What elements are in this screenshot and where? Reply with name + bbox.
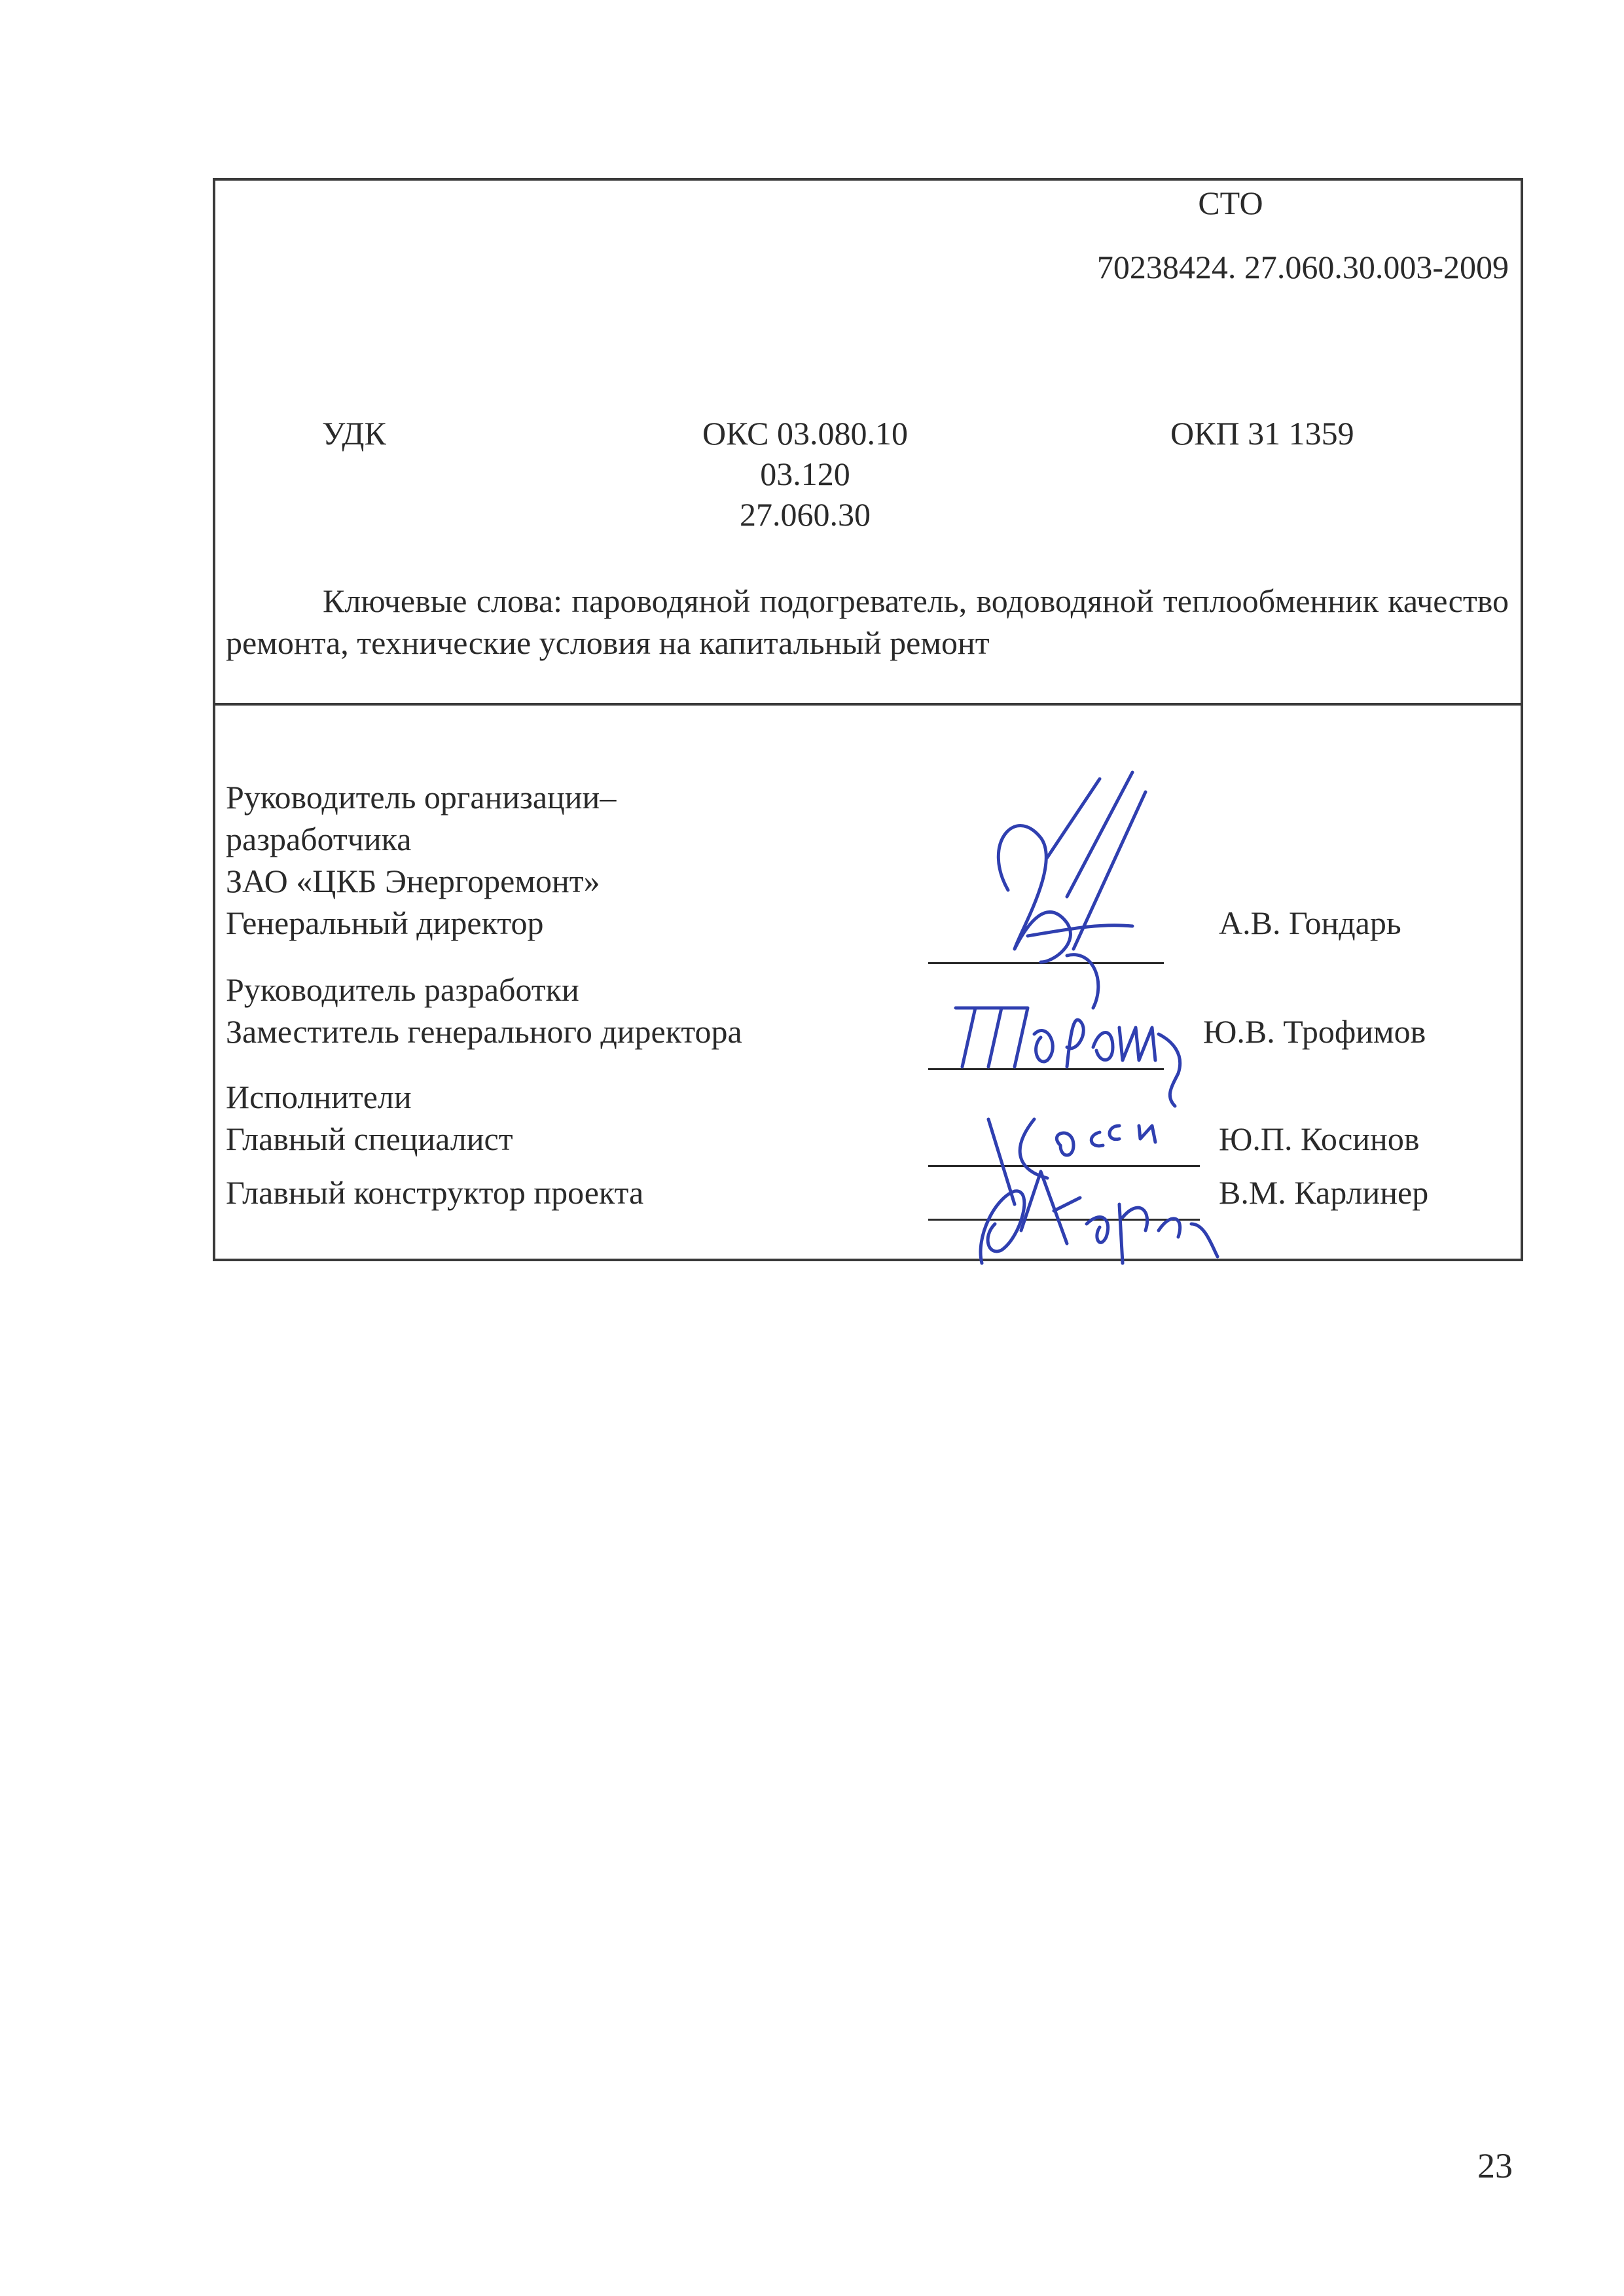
performers-label: Исполнители bbox=[226, 1079, 412, 1115]
performer-1-name: Ю.П. Косинов bbox=[1219, 1121, 1420, 1157]
performer-2-name: В.М. Карлинер bbox=[1219, 1174, 1429, 1211]
standard-number: 70238424. 27.060.30.003-2009 bbox=[1096, 249, 1509, 285]
standard-label: СТО bbox=[1198, 185, 1263, 221]
dev-head-line-1: Руководитель разработки bbox=[226, 971, 579, 1008]
okp-code: ОКП 31 1359 bbox=[1170, 415, 1354, 452]
keywords-text: Ключевые слова: пароводяной подогреватель, водоводяной теплообменник качество ремонта, технические условия на капитальный ремонт bbox=[226, 583, 1509, 661]
org-head-line-2: разработчика bbox=[226, 821, 412, 857]
performer-1-role: Главный специалист bbox=[226, 1121, 513, 1157]
org-head-line-4: Генеральный директор bbox=[226, 905, 544, 941]
oks-code-2: 03.120 bbox=[760, 456, 850, 492]
oks-code-3: 27.060.30 bbox=[740, 496, 871, 533]
org-head-line-1: Руководитель организации– bbox=[226, 779, 617, 816]
org-head-name: А.В. Гондарь bbox=[1219, 905, 1401, 941]
signature-gondar bbox=[969, 766, 1165, 1014]
oks-code-1: ОКС 03.080.10 bbox=[702, 415, 909, 452]
dev-head-line-2: Заместитель генерального директора bbox=[226, 1013, 742, 1050]
page-number: 23 bbox=[1477, 2146, 1513, 2185]
udk-label: УДК bbox=[322, 415, 386, 452]
performer-2-role: Главный конструктор проекта bbox=[226, 1174, 644, 1211]
signature-karliner bbox=[956, 1158, 1231, 1270]
form-divider bbox=[213, 703, 1523, 706]
keywords-paragraph bbox=[226, 580, 1509, 664]
org-head-line-3: ЗАО «ЦКБ Энергоремонт» bbox=[226, 863, 600, 899]
dev-head-name: Ю.В. Трофимов bbox=[1203, 1013, 1426, 1050]
signature-trofimov bbox=[949, 982, 1224, 1113]
